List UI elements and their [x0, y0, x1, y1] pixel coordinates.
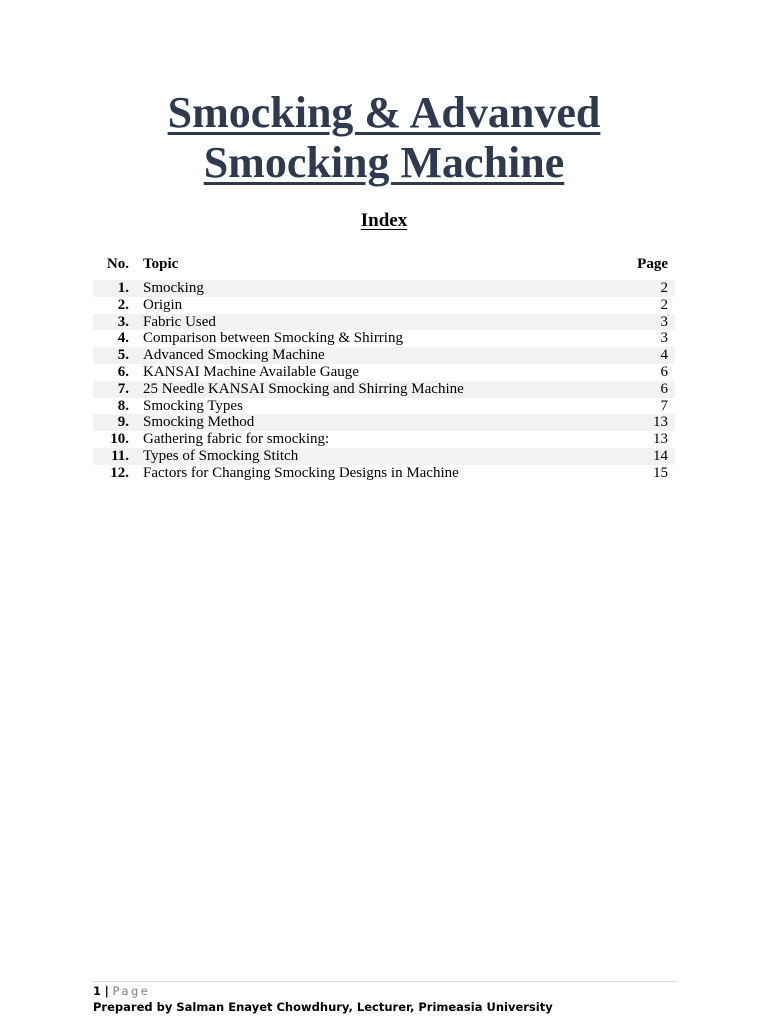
toc-row-topic: Gathering fabric for smocking:	[143, 431, 330, 448]
footer-page-number	[93, 983, 150, 999]
toc-row-topic: Comparison between Smocking & Shirring	[143, 330, 403, 347]
toc-row-page: 2	[660, 280, 668, 296]
toc-row-no: 8.	[117, 397, 129, 414]
toc-row-page: 2	[660, 296, 668, 313]
toc-row-no: 6.	[117, 363, 129, 380]
toc-row-no: 2.	[117, 296, 129, 313]
footer-credit: Prepared by Salman Enayet Chowdhury, Lecturer, Primeasia University	[93, 1000, 553, 1014]
toc-row	[93, 448, 675, 465]
toc-row-topic: Advanced Smocking Machine	[143, 347, 325, 364]
toc-row	[93, 381, 675, 398]
toc-row-page: 4	[660, 347, 668, 364]
toc-row-topic: Factors for Changing Smocking Designs in Machine	[143, 464, 459, 481]
toc-row-no: 3.	[117, 313, 129, 330]
toc-row	[93, 364, 675, 381]
toc-header-no: No.	[106, 256, 129, 272]
toc-header-page: Page	[637, 256, 668, 272]
toc-row-topic: Smocking Types	[143, 397, 243, 414]
toc-row-page: 3	[660, 330, 668, 347]
toc-row-no: 7.	[117, 380, 129, 397]
page-label: Page	[112, 984, 151, 998]
toc-row-no: 5.	[117, 347, 129, 364]
toc-row-topic: Origin	[143, 296, 183, 313]
toc-row-page: 3	[660, 313, 668, 330]
toc-row	[93, 414, 675, 431]
toc-row	[93, 297, 675, 314]
toc-row-no: 9.	[117, 414, 129, 431]
toc-row-page: 15	[653, 464, 668, 481]
title-line-2: Smocking Machine	[203, 138, 565, 187]
toc-row-no: 4.	[117, 330, 129, 347]
toc-row-page: 13	[653, 431, 668, 448]
toc-row-no: 1.	[117, 280, 129, 296]
toc-header-row	[93, 254, 675, 274]
toc-row	[93, 314, 675, 331]
toc-row-topic: KANSAI Machine Available Gauge	[143, 363, 359, 380]
toc-row	[93, 347, 675, 364]
toc-row-page: 7	[660, 397, 668, 414]
toc-row-topic: Types of Smocking Stitch	[143, 447, 299, 464]
page-number: 1	[93, 984, 102, 998]
toc-header-topic: Topic	[143, 256, 179, 272]
toc-row-topic: Smocking Method	[143, 414, 255, 431]
toc-row-topic: Fabric Used	[143, 313, 216, 330]
toc-row-no: 10.	[110, 431, 129, 448]
toc-row-no: 11.	[111, 447, 129, 464]
toc-row-topic: Smocking	[143, 280, 204, 296]
index-heading: Index	[360, 210, 408, 231]
page-separator: |	[104, 984, 109, 998]
document-title	[0, 88, 768, 188]
toc-body	[93, 280, 675, 482]
toc-row	[93, 431, 675, 448]
table-of-contents	[93, 254, 675, 482]
toc-row-page: 13	[653, 414, 668, 431]
title-line-1: Smocking & Advanved	[167, 88, 601, 137]
toc-row	[93, 330, 675, 347]
toc-row-page: 14	[653, 447, 668, 464]
footer-divider	[93, 981, 677, 982]
toc-row-topic: 25 Needle KANSAI Smocking and Shirring Machine	[143, 380, 464, 397]
toc-row	[93, 280, 675, 297]
toc-row	[93, 398, 675, 415]
toc-row-page: 6	[660, 363, 668, 380]
toc-row	[93, 465, 675, 482]
toc-row-page: 6	[660, 380, 668, 397]
toc-row-no: 12.	[110, 464, 129, 481]
